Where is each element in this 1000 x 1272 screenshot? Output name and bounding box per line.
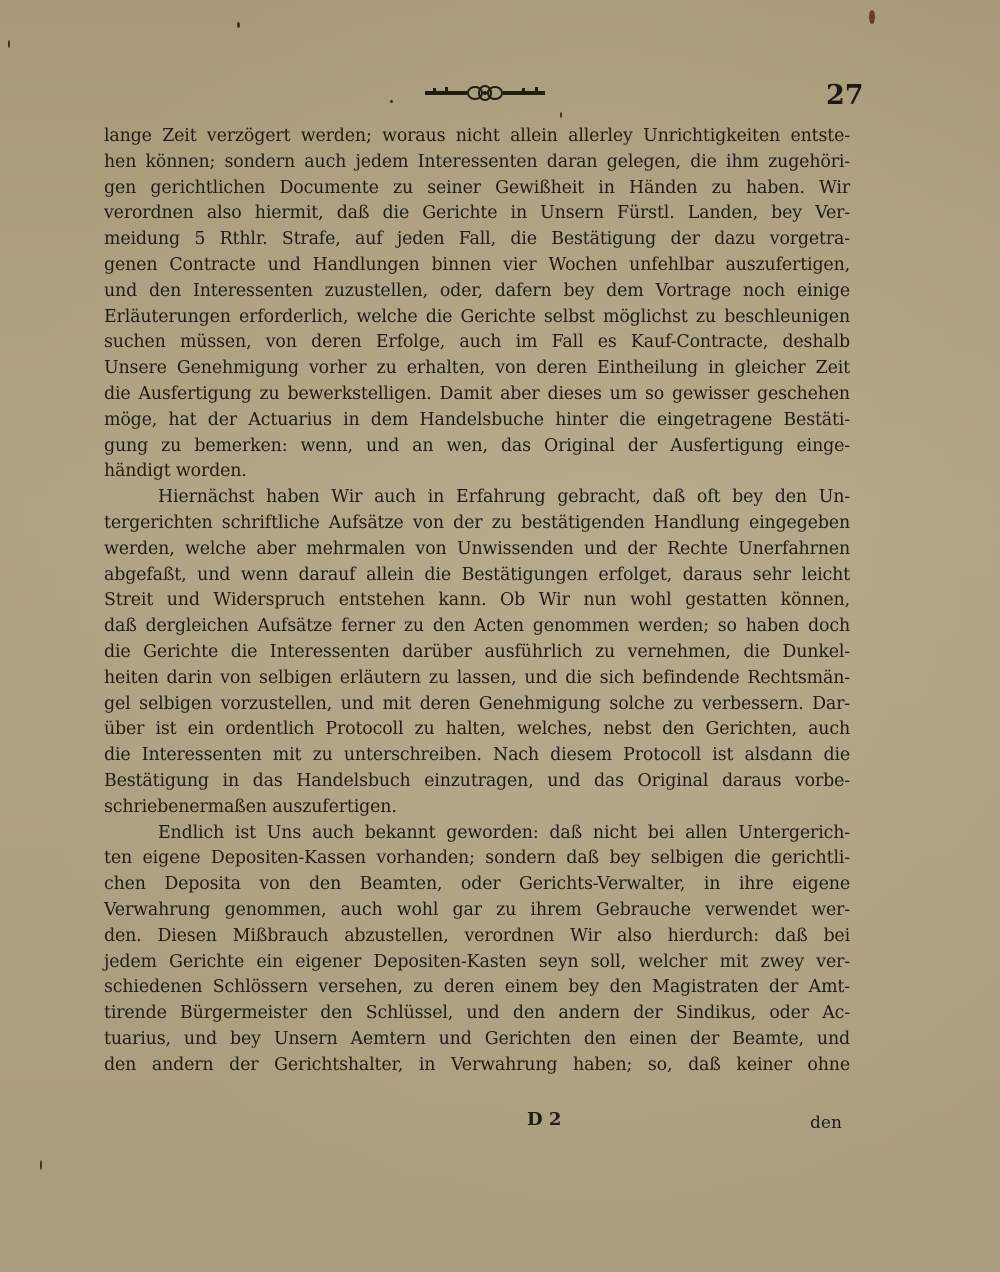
text-line: genen Contracte und Handlungen binnen vier Wochen unfehlbar auszufertigen,	[104, 254, 850, 275]
text-line: die Gerichte die Interessenten darüber ausführlich zu vernehmen, die Dunkel-	[104, 641, 850, 662]
text-line: tergerichten schriftliche Aufsätze von der zu bestätigenden Handlung eingegeben	[104, 512, 850, 533]
text-line: ten eigene Depositen-Kassen vorhanden; sondern daß bey selbigen die gerichtli-	[104, 848, 850, 869]
text-line: Bestätigung in das Handelsbuch einzutragen, und das Original daraus vorbe-	[104, 770, 850, 791]
body-text	[104, 124, 850, 1078]
paragraph-start-line: Hiernächst haben Wir auch in Erfahrung gebracht, daß oft bey den Un-	[158, 487, 850, 508]
text-line: verordnen also hiermit, daß die Gerichte in Unsern Fürstl. Landen, bey Ver-	[104, 203, 850, 224]
text-line: suchen müssen, von deren Erfolge, auch im Fall es Kauf-Contracte, deshalb	[104, 332, 850, 353]
text-line: Verwahrung genommen, auch wohl gar zu ihrem Gebrauche verwendet wer-	[104, 899, 850, 920]
text-line: gel selbigen vorzustellen, und mit deren Genehmigung solche zu verbessern. Dar-	[104, 693, 850, 714]
header-ornament-icon	[425, 84, 545, 102]
paper-speck	[237, 22, 240, 28]
text-line: den. Diesen Mißbrauch abzustellen, verordnen Wir also hierdurch: daß bei	[104, 925, 850, 946]
catchword: den	[810, 1113, 842, 1133]
text-line: den andern der Gerichtshalter, in Verwahrung haben; so, daß keiner ohne	[104, 1054, 850, 1075]
text-line: abgefaßt, und wenn darauf allein die Bestätigungen erfolget, daraus sehr leicht	[104, 564, 850, 585]
text-line: schriebenermaßen auszufertigen.	[104, 796, 397, 817]
text-line: werden, welche aber mehrmalen von Unwissenden und der Rechte Unerfahrnen	[104, 538, 850, 559]
paper-speck	[560, 112, 562, 118]
text-line: gung zu bemerken: wenn, und an wen, das Original der Ausfertigung einge-	[104, 435, 850, 456]
text-line: die Interessenten mit zu unterschreiben. Nach diesem Protocoll ist alsdann die	[104, 745, 850, 766]
text-line: händigt worden.	[104, 461, 247, 482]
text-line: gen gerichtlichen Documente zu seiner Gewißheit in Händen zu haben. Wir	[104, 177, 850, 198]
signature-mark: D 2	[527, 1109, 562, 1130]
text-line: Unsere Genehmigung vorher zu erhalten, von deren Eintheilung in gleicher Zeit	[104, 358, 850, 379]
text-line: tirende Bürgermeister den Schlüssel, und den andern der Sindikus, oder Ac-	[104, 1003, 850, 1024]
text-line: Streit und Widerspruch entstehen kann. Ob Wir nun wohl gestatten können,	[104, 590, 850, 611]
text-line: jedem Gerichte ein eigener Depositen-Kasten seyn soll, welcher mit zwey ver-	[104, 951, 850, 972]
text-line: chen Deposita von den Beamten, oder Gerichts-Verwalter, in ihre eigene	[104, 874, 850, 895]
text-line: die Ausfertigung zu bewerkstelligen. Damit aber dieses um so gewisser geschehen	[104, 383, 850, 404]
text-line: meidung 5 Rthlr. Strafe, auf jeden Fall, die Bestätigung der dazu vorgetra-	[104, 229, 850, 250]
paper-speck	[869, 10, 875, 24]
text-line: daß dergleichen Aufsätze ferner zu den Acten genommen werden; so haben doch	[104, 616, 850, 637]
paragraph-start-line: Endlich ist Uns auch bekannt geworden: daß nicht bei allen Untergerich-	[158, 822, 850, 843]
text-line: heiten darin von selbigen erläutern zu lassen, und die sich befindende Rechtsmän-	[104, 667, 850, 688]
text-line: möge, hat der Actuarius in dem Handelsbuche hinter die eingetragene Bestäti-	[104, 409, 850, 430]
text-line: schiedenen Schlössern versehen, zu deren einem bey den Magistraten der Amt-	[104, 977, 850, 998]
page-number: 27	[826, 80, 864, 111]
text-line: hen können; sondern auch jedem Interessenten daran gelegen, die ihm zugehöri-	[104, 151, 850, 172]
text-line: Erläuterungen erforderlich, welche die Gerichte selbst möglichst zu beschleunigen	[104, 306, 850, 327]
paper-speck	[40, 1160, 42, 1170]
text-line: über ist ein ordentlich Protocoll zu halten, welches, nebst den Gerichten, auch	[104, 719, 850, 740]
text-line: lange Zeit verzögert werden; woraus nicht allein allerley Unrichtigkeiten entste-	[104, 126, 850, 146]
text-line: tuarius, und bey Unsern Aemtern und Gerichten den einen der Beamte, und	[104, 1028, 850, 1049]
paper-speck	[390, 100, 393, 103]
text-line: und den Interessenten zuzustellen, oder, dafern bey dem Vortrage noch einige	[104, 280, 850, 301]
paper-speck	[8, 40, 10, 48]
